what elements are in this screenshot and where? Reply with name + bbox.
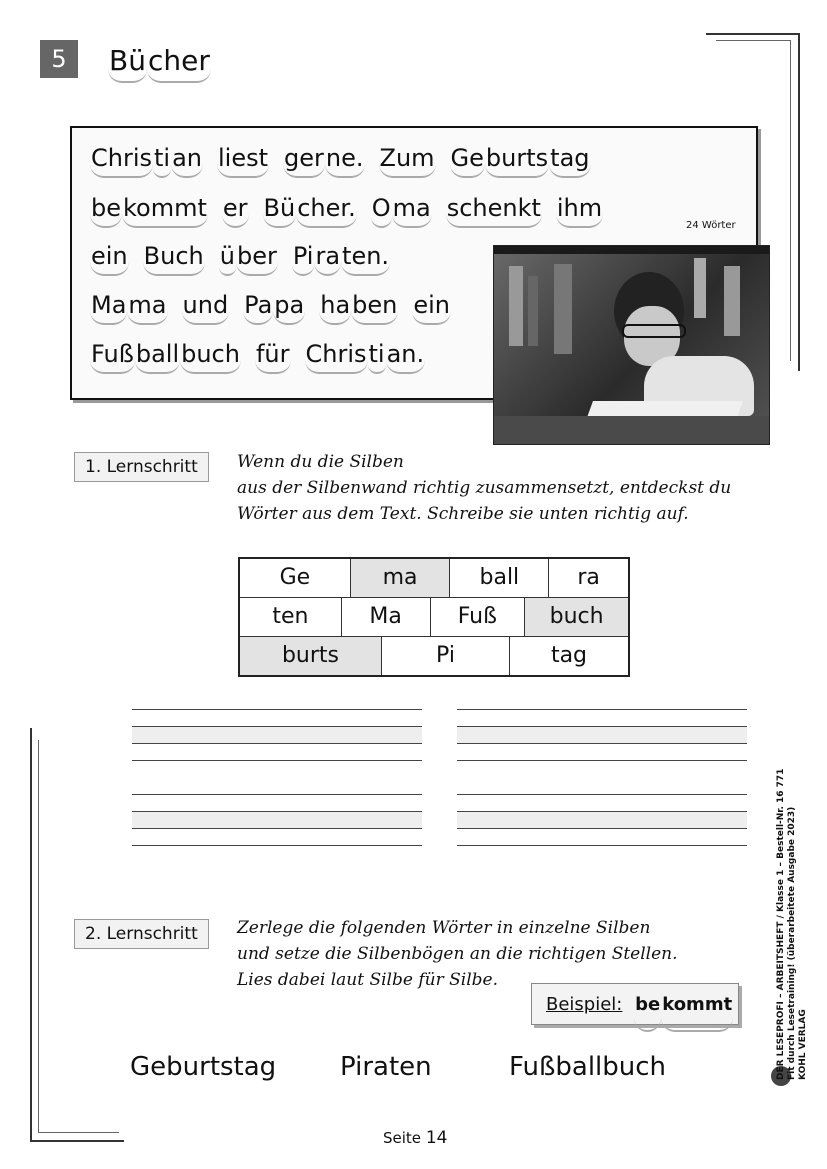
syllable: cher (147, 44, 211, 83)
syllable: ha (319, 291, 351, 325)
story-word (222, 194, 249, 222)
syllable: Ge (450, 144, 485, 178)
syllable-wall (238, 557, 630, 677)
syllable-cell: ball (450, 559, 549, 597)
story-word (243, 291, 305, 319)
story-word (412, 291, 451, 319)
syllable-cell: burts (240, 637, 382, 675)
practice-word: Fußballbuch (509, 1052, 667, 1082)
page-number-value: 14 (425, 1128, 448, 1148)
syllable: O (371, 194, 392, 228)
syllable: Ma (90, 291, 127, 325)
syllable-cell: ma (351, 559, 451, 597)
example-word (634, 994, 733, 1015)
story-word (379, 144, 436, 172)
page-title (108, 44, 211, 83)
syllable: be (634, 984, 661, 1032)
syllable-cell: Ge (240, 559, 351, 597)
story-word (90, 340, 241, 368)
syllable: er (222, 194, 249, 228)
syllable: ball (135, 340, 180, 374)
example-box (531, 983, 739, 1025)
syllable: Fuß (90, 340, 135, 374)
story-word (219, 242, 278, 270)
section-number-badge: 5 (40, 40, 78, 78)
instruction-line: und setze die Silbenbögen an die richtigen Stellen. (237, 944, 678, 964)
syllable: tag (549, 144, 590, 178)
syllable-cell: buch (525, 598, 628, 636)
syllable: Pi (292, 242, 315, 276)
syllable-cell: Pi (382, 637, 510, 675)
story-word (90, 144, 203, 172)
side-info-line1: DER LESEPROFI – ARBEITSHEFT / Klasse 1 – Bestell-Nr. 16 771 (776, 768, 786, 1080)
example-label: Beispiel: (546, 994, 623, 1015)
story-word (255, 340, 291, 368)
story-word (143, 242, 205, 270)
syllable: und (182, 291, 230, 325)
syllable-cell: tag (550, 643, 588, 668)
writing-lines-right-1 (457, 693, 747, 761)
syllable: buch (180, 340, 241, 374)
story-line (90, 144, 605, 178)
syllable: ger (283, 144, 325, 178)
story-word (319, 291, 398, 319)
step2-instructions (237, 915, 678, 993)
word-count: 24 Wörter (686, 220, 736, 231)
story-word (90, 242, 129, 270)
syllable: ber (236, 242, 278, 276)
story-word (182, 291, 230, 319)
instruction-line: Wenn du die Silben (237, 452, 404, 472)
syllable: Bü (108, 44, 147, 83)
syllable: Pa (243, 291, 273, 325)
story-word (90, 194, 208, 222)
story-word (292, 242, 390, 270)
syllable: ma (127, 291, 167, 325)
syllable: für (255, 340, 291, 374)
syllable-cell: Fuß (431, 598, 526, 636)
story-word (446, 194, 542, 222)
step1-label: 1. Lernschritt (74, 452, 209, 482)
syllable-row (240, 637, 628, 675)
syllable: Zum (379, 144, 436, 178)
syllable: be (90, 194, 122, 228)
writing-lines-left-1 (132, 693, 422, 761)
syllable: ti (153, 144, 171, 178)
step2-label: 2. Lernschritt (74, 919, 209, 949)
instruction-line: aus der Silbenwand richtig zusammensetzt, entdeckst du (237, 478, 732, 498)
syllable: ti (368, 340, 386, 374)
syllable: ein (90, 242, 129, 276)
writing-lines-left-2 (132, 778, 422, 846)
syllable: schenkt (446, 194, 542, 228)
story-line (90, 194, 617, 228)
syllable: Chris (90, 144, 153, 178)
side-publisher-info (776, 769, 809, 1080)
syllable: ra (314, 242, 341, 276)
story-word (556, 194, 603, 222)
story-line (90, 291, 465, 325)
story-word (90, 291, 168, 319)
syllable: pa (273, 291, 305, 325)
syllable-row (240, 598, 628, 637)
story-word (217, 144, 269, 172)
syllable: ne. (325, 144, 365, 178)
side-info-line2: Fit durch Lesetraining! (überarbeitete Ausgabe 2023) (787, 806, 797, 1080)
step1-instructions (237, 449, 731, 527)
story-word (305, 340, 426, 368)
child-reading-book-photo (493, 245, 770, 445)
syllable: ihm (556, 194, 603, 228)
syllable: cher. (296, 194, 356, 228)
syllable: Chris (305, 340, 368, 374)
instruction-line: Zerlege die folgenden Wörter in einzelne Silben (237, 918, 651, 938)
story-word (371, 194, 432, 222)
page-label: Seite (383, 1129, 422, 1147)
syllable: ein (412, 291, 451, 325)
syllable: ma (392, 194, 432, 228)
syllable-cell: ten (240, 598, 342, 636)
practice-word: Piraten (340, 1052, 432, 1082)
syllable-cell: Ma (342, 598, 431, 636)
instruction-line: Lies dabei laut Silbe für Silbe. (237, 970, 498, 990)
syllable-row (240, 559, 628, 598)
story-word (450, 144, 591, 172)
story-line (90, 242, 404, 276)
practice-word: Geburtstag (130, 1052, 277, 1082)
syllable: Bü (263, 194, 297, 228)
story-word (263, 194, 357, 222)
syllable: Buch (143, 242, 205, 276)
story-word (283, 144, 364, 172)
syllable: kommt (122, 194, 208, 228)
story-line (90, 340, 439, 374)
page-number (383, 1128, 447, 1148)
writing-lines-right-2 (457, 778, 747, 846)
syllable-cell: ra (577, 565, 600, 590)
syllable: ben (351, 291, 398, 325)
syllable: an (171, 144, 203, 178)
syllable: kommt (661, 984, 733, 1032)
syllable: liest (217, 144, 269, 178)
syllable: ü (219, 242, 236, 276)
syllable: ten. (341, 242, 390, 276)
syllable: an. (386, 340, 426, 374)
instruction-line: Wörter aus dem Text. Schreibe sie unten richtig auf. (237, 504, 689, 524)
side-info-publisher: KOHL VERLAG (798, 1009, 808, 1080)
syllable: burts (485, 144, 549, 178)
